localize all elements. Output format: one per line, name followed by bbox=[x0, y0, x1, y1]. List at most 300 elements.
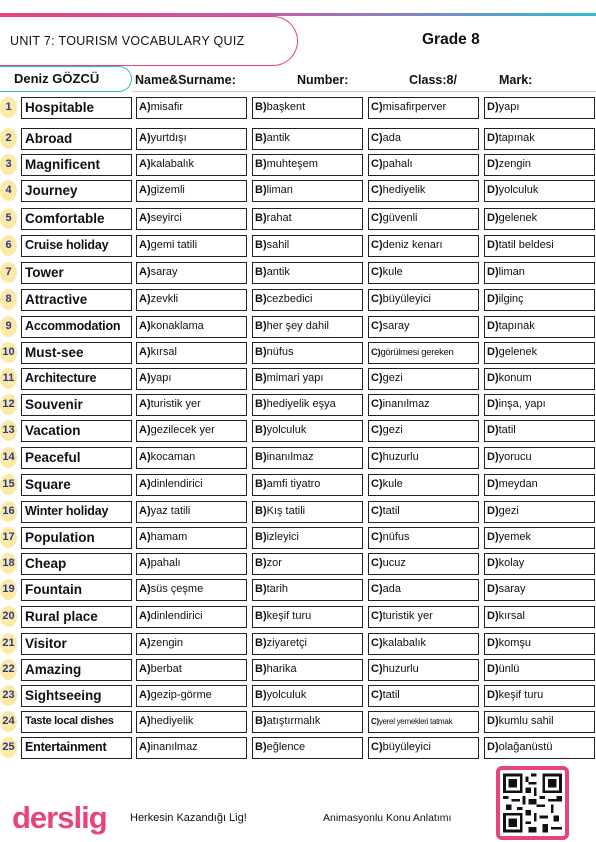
number-label: Number: bbox=[297, 73, 349, 87]
option-b[interactable] bbox=[252, 97, 363, 119]
option-text: atıştırmalık bbox=[266, 715, 321, 727]
option-text: inanılmaz bbox=[266, 451, 314, 463]
option-c[interactable] bbox=[368, 289, 479, 311]
option-letter: D) bbox=[487, 583, 499, 595]
option-text: ünlü bbox=[498, 663, 520, 675]
option-text: saray bbox=[150, 266, 178, 278]
option-d[interactable] bbox=[484, 208, 595, 230]
derslig-logo: derslig bbox=[12, 800, 107, 835]
option-letter: A) bbox=[139, 689, 151, 701]
option-d[interactable] bbox=[484, 154, 595, 176]
option-letter: A) bbox=[139, 239, 151, 251]
option-letter: A) bbox=[139, 478, 151, 490]
question-number-badge: 11 bbox=[0, 368, 17, 389]
question-number-badge: 16 bbox=[0, 501, 17, 522]
option-letter: D) bbox=[487, 689, 499, 701]
option-b[interactable] bbox=[252, 180, 363, 202]
option-d[interactable] bbox=[484, 342, 595, 364]
option-letter: D) bbox=[487, 610, 499, 622]
option-letter: C) bbox=[371, 158, 383, 170]
option-c[interactable] bbox=[368, 633, 479, 655]
option-d[interactable] bbox=[484, 501, 595, 523]
option-c[interactable] bbox=[368, 128, 479, 150]
author-tag bbox=[0, 66, 132, 92]
footer-tagline: Herkesin Kazandığı Lig! bbox=[130, 812, 247, 824]
option-b[interactable] bbox=[252, 685, 363, 707]
grade-label: Grade 8 bbox=[422, 31, 480, 48]
question-row bbox=[0, 289, 596, 311]
option-d[interactable] bbox=[484, 447, 595, 469]
option-d[interactable] bbox=[484, 659, 595, 681]
option-letter: C) bbox=[371, 451, 383, 463]
option-b[interactable] bbox=[252, 208, 363, 230]
option-text: tatil bbox=[498, 424, 516, 436]
option-a[interactable] bbox=[136, 447, 247, 469]
option-b[interactable] bbox=[252, 711, 363, 733]
option-letter: B) bbox=[255, 424, 267, 436]
option-a[interactable] bbox=[136, 128, 247, 150]
option-a[interactable] bbox=[136, 685, 247, 707]
option-letter: A) bbox=[139, 451, 151, 463]
option-c[interactable] bbox=[368, 208, 479, 230]
option-text: kırsal bbox=[150, 346, 177, 358]
question-number-badge: 14 bbox=[0, 447, 17, 468]
option-letter: D) bbox=[487, 101, 499, 113]
option-text: deniz kenarı bbox=[382, 239, 443, 251]
option-letter: D) bbox=[487, 398, 499, 410]
vocabulary-word: Abroad bbox=[21, 128, 132, 150]
vocabulary-word: Accommodation bbox=[21, 316, 132, 338]
option-a[interactable] bbox=[136, 420, 247, 442]
option-text: pahalı bbox=[382, 158, 413, 170]
option-d[interactable] bbox=[484, 553, 595, 575]
option-text: kumlu sahil bbox=[498, 715, 554, 727]
option-letter: A) bbox=[139, 293, 151, 305]
question-row bbox=[0, 737, 596, 759]
option-a[interactable] bbox=[136, 474, 247, 496]
option-text: misafir bbox=[150, 101, 183, 113]
option-c[interactable] bbox=[368, 474, 479, 496]
option-c[interactable] bbox=[368, 711, 479, 733]
option-b[interactable] bbox=[252, 474, 363, 496]
option-letter: D) bbox=[487, 184, 499, 196]
option-a[interactable] bbox=[136, 633, 247, 655]
option-c[interactable] bbox=[368, 447, 479, 469]
option-text: ada bbox=[382, 583, 401, 595]
question-row bbox=[0, 208, 596, 230]
option-letter: D) bbox=[487, 266, 499, 278]
option-text: ucuz bbox=[382, 557, 406, 569]
option-text: huzurlu bbox=[382, 663, 419, 675]
option-b[interactable] bbox=[252, 633, 363, 655]
option-a[interactable] bbox=[136, 606, 247, 628]
option-b[interactable] bbox=[252, 420, 363, 442]
question-row bbox=[0, 501, 596, 523]
option-d[interactable] bbox=[484, 235, 595, 257]
option-letter: A) bbox=[139, 505, 151, 517]
option-text: berbat bbox=[150, 663, 182, 675]
vocabulary-word: Tower bbox=[21, 262, 132, 284]
option-letter: B) bbox=[255, 689, 267, 701]
option-a[interactable] bbox=[136, 289, 247, 311]
option-letter: A) bbox=[139, 715, 151, 727]
option-letter: A) bbox=[139, 424, 151, 436]
option-text: gezip-görme bbox=[150, 689, 212, 701]
question-row bbox=[0, 128, 596, 150]
option-text: zengin bbox=[498, 158, 532, 170]
option-b[interactable] bbox=[252, 368, 363, 390]
question-number-badge: 10 bbox=[0, 342, 17, 363]
option-letter: B) bbox=[255, 663, 267, 675]
option-letter: C) bbox=[371, 101, 383, 113]
option-d[interactable] bbox=[484, 633, 595, 655]
option-letter: C) bbox=[371, 320, 383, 332]
option-a[interactable] bbox=[136, 394, 247, 416]
question-number-badge: 18 bbox=[0, 553, 17, 574]
option-a[interactable] bbox=[136, 262, 247, 284]
option-text: turistik yer bbox=[150, 398, 201, 410]
option-letter: C) bbox=[371, 610, 383, 622]
question-number-badge: 2 bbox=[0, 128, 17, 149]
option-text: meydan bbox=[498, 478, 538, 490]
option-text: konaklama bbox=[150, 320, 204, 332]
option-letter: A) bbox=[139, 158, 151, 170]
option-b[interactable] bbox=[252, 289, 363, 311]
class-label: Class:8/ bbox=[409, 73, 457, 87]
option-letter: B) bbox=[255, 398, 267, 410]
option-text: harika bbox=[266, 663, 297, 675]
question-number-badge: 17 bbox=[0, 527, 17, 548]
option-letter: C) bbox=[371, 212, 383, 224]
option-text: kocaman bbox=[150, 451, 196, 463]
option-d[interactable] bbox=[484, 420, 595, 442]
option-b[interactable] bbox=[252, 235, 363, 257]
question-number-badge: 4 bbox=[0, 180, 17, 201]
option-letter: B) bbox=[255, 557, 267, 569]
vocabulary-word: Square bbox=[21, 474, 132, 496]
option-letter: A) bbox=[139, 320, 151, 332]
option-letter: D) bbox=[487, 132, 499, 144]
option-letter: B) bbox=[255, 239, 267, 251]
option-letter: B) bbox=[255, 158, 267, 170]
option-text: kule bbox=[382, 478, 403, 490]
option-letter: B) bbox=[255, 101, 267, 113]
option-c[interactable] bbox=[368, 394, 479, 416]
option-letter: B) bbox=[255, 212, 267, 224]
option-d[interactable] bbox=[484, 316, 595, 338]
option-letter: C) bbox=[371, 398, 383, 410]
option-c[interactable] bbox=[368, 553, 479, 575]
option-b[interactable] bbox=[252, 316, 363, 338]
option-letter: C) bbox=[371, 372, 383, 384]
option-letter: B) bbox=[255, 583, 267, 595]
option-a[interactable] bbox=[136, 659, 247, 681]
option-letter: D) bbox=[487, 478, 499, 490]
option-letter: C) bbox=[371, 637, 383, 649]
option-a[interactable] bbox=[136, 711, 247, 733]
option-letter: B) bbox=[255, 610, 267, 622]
question-number-badge: 20 bbox=[0, 606, 17, 627]
option-text: sahil bbox=[266, 239, 290, 251]
option-b[interactable] bbox=[252, 262, 363, 284]
option-a[interactable] bbox=[136, 180, 247, 202]
option-b[interactable] bbox=[252, 606, 363, 628]
option-a[interactable] bbox=[136, 97, 247, 119]
option-text: yurtdışı bbox=[150, 132, 187, 144]
option-letter: D) bbox=[487, 293, 499, 305]
option-text: seyirci bbox=[150, 212, 182, 224]
option-text: tapınak bbox=[498, 132, 535, 144]
option-text: büyüleyici bbox=[382, 293, 431, 305]
option-c[interactable] bbox=[368, 235, 479, 257]
option-d[interactable] bbox=[484, 368, 595, 390]
option-d[interactable] bbox=[484, 394, 595, 416]
vocabulary-word: Sightseeing bbox=[21, 685, 132, 707]
option-letter: D) bbox=[487, 451, 499, 463]
option-letter: D) bbox=[487, 531, 499, 543]
option-text: zevkli bbox=[150, 293, 179, 305]
option-text: tarih bbox=[266, 583, 289, 595]
vocabulary-word: Must-see bbox=[21, 342, 132, 364]
option-text: huzurlu bbox=[382, 451, 419, 463]
option-text: cezbedici bbox=[266, 293, 313, 305]
option-a[interactable] bbox=[136, 737, 247, 759]
vocabulary-word: Visitor bbox=[21, 633, 132, 655]
option-text: yolculuk bbox=[266, 689, 307, 701]
option-letter: B) bbox=[255, 132, 267, 144]
option-a[interactable] bbox=[136, 553, 247, 575]
option-c[interactable] bbox=[368, 154, 479, 176]
option-c[interactable] bbox=[368, 737, 479, 759]
question-number-badge: 21 bbox=[0, 633, 17, 654]
option-a[interactable] bbox=[136, 235, 247, 257]
option-letter: C) bbox=[371, 184, 383, 196]
option-b[interactable] bbox=[252, 128, 363, 150]
mark-label: Mark: bbox=[499, 73, 533, 87]
option-letter: C) bbox=[371, 531, 383, 543]
option-letter: D) bbox=[487, 320, 499, 332]
option-text: kule bbox=[382, 266, 403, 278]
option-text: gezilecek yer bbox=[150, 424, 215, 436]
option-text: hamam bbox=[150, 531, 188, 543]
option-text: kalabalık bbox=[382, 637, 427, 649]
vocabulary-word: Architecture bbox=[21, 368, 132, 390]
option-text: yemek bbox=[498, 531, 532, 543]
option-text: pahalı bbox=[150, 557, 181, 569]
option-text: görülmesi gereken bbox=[380, 347, 454, 358]
qr-code-icon[interactable] bbox=[496, 766, 569, 840]
vocabulary-word: Taste local dishes bbox=[21, 711, 132, 733]
vocabulary-word: Cheap bbox=[21, 553, 132, 575]
option-c[interactable] bbox=[368, 501, 479, 523]
question-number-badge: 24 bbox=[0, 711, 17, 732]
option-c[interactable] bbox=[368, 420, 479, 442]
option-letter: C) bbox=[371, 266, 383, 278]
option-c[interactable] bbox=[368, 262, 479, 284]
question-number-badge: 22 bbox=[0, 659, 17, 680]
option-b[interactable] bbox=[252, 447, 363, 469]
question-number-badge: 9 bbox=[0, 316, 17, 337]
option-d[interactable] bbox=[484, 289, 595, 311]
option-c[interactable] bbox=[368, 180, 479, 202]
option-letter: A) bbox=[139, 398, 151, 410]
author-name: Deniz GÖZCÜ bbox=[14, 71, 100, 86]
option-c[interactable] bbox=[368, 527, 479, 549]
option-c[interactable] bbox=[368, 342, 479, 364]
option-text: gelenek bbox=[498, 212, 538, 224]
option-text: eğlence bbox=[266, 741, 306, 753]
option-letter: D) bbox=[487, 158, 499, 170]
option-text: saray bbox=[498, 583, 526, 595]
option-c[interactable] bbox=[368, 579, 479, 601]
option-text: yapı bbox=[498, 101, 520, 113]
question-number-badge: 23 bbox=[0, 685, 17, 706]
option-text: yapı bbox=[150, 372, 172, 384]
question-row bbox=[0, 180, 596, 202]
option-a[interactable] bbox=[136, 316, 247, 338]
footer-right-text: Animasyonlu Konu Anlatımı bbox=[323, 812, 452, 824]
option-letter: B) bbox=[255, 346, 267, 358]
option-c[interactable] bbox=[368, 316, 479, 338]
option-b[interactable] bbox=[252, 579, 363, 601]
vocabulary-word: Vacation bbox=[21, 420, 132, 442]
option-c[interactable] bbox=[368, 685, 479, 707]
option-text: nüfus bbox=[266, 346, 294, 358]
option-letter: D) bbox=[487, 372, 499, 384]
option-text: her şey dahil bbox=[266, 320, 329, 332]
option-a[interactable] bbox=[136, 208, 247, 230]
option-a[interactable] bbox=[136, 501, 247, 523]
option-text: saray bbox=[382, 320, 410, 332]
option-b[interactable] bbox=[252, 501, 363, 523]
option-text: hediyelik eşya bbox=[266, 398, 336, 410]
option-b[interactable] bbox=[252, 527, 363, 549]
option-d[interactable] bbox=[484, 262, 595, 284]
option-d[interactable] bbox=[484, 180, 595, 202]
option-a[interactable] bbox=[136, 368, 247, 390]
question-number-badge: 13 bbox=[0, 420, 17, 441]
option-d[interactable] bbox=[484, 737, 595, 759]
option-c[interactable] bbox=[368, 368, 479, 390]
option-text: tatil beldesi bbox=[498, 239, 554, 251]
option-text: misafirperver bbox=[382, 101, 447, 113]
option-text: yorucu bbox=[498, 451, 532, 463]
option-text: yolculuk bbox=[498, 184, 539, 196]
vocabulary-word: Magnificent bbox=[21, 154, 132, 176]
option-b[interactable] bbox=[252, 154, 363, 176]
option-d[interactable] bbox=[484, 128, 595, 150]
option-text: Kış tatili bbox=[266, 505, 306, 517]
option-text: dinlendirici bbox=[150, 610, 203, 622]
option-d[interactable] bbox=[484, 579, 595, 601]
option-text: liman bbox=[498, 266, 525, 278]
option-d[interactable] bbox=[484, 606, 595, 628]
option-text: yerel yemekleri tatmak bbox=[378, 717, 453, 726]
option-letter: D) bbox=[487, 505, 499, 517]
question-row bbox=[0, 711, 596, 733]
option-text: başkent bbox=[266, 101, 306, 113]
option-letter: A) bbox=[139, 266, 151, 278]
option-a[interactable] bbox=[136, 579, 247, 601]
option-a[interactable] bbox=[136, 154, 247, 176]
question-row bbox=[0, 420, 596, 442]
option-letter: B) bbox=[255, 531, 267, 543]
option-c[interactable] bbox=[368, 659, 479, 681]
vocabulary-word: Amazing bbox=[21, 659, 132, 681]
option-b[interactable] bbox=[252, 553, 363, 575]
option-text: amfi tiyatro bbox=[266, 478, 321, 490]
option-text: gezi bbox=[382, 424, 403, 436]
option-text: hediyelik bbox=[382, 184, 426, 196]
option-c[interactable] bbox=[368, 97, 479, 119]
option-letter: B) bbox=[255, 715, 267, 727]
option-letter: B) bbox=[255, 372, 267, 384]
option-text: kırsal bbox=[498, 610, 525, 622]
option-letter: B) bbox=[255, 637, 267, 649]
vocabulary-word: Attractive bbox=[21, 289, 132, 311]
question-number-badge: 19 bbox=[0, 579, 17, 600]
option-d[interactable] bbox=[484, 97, 595, 119]
question-number-badge: 15 bbox=[0, 474, 17, 495]
option-d[interactable] bbox=[484, 711, 595, 733]
header-divider bbox=[132, 91, 596, 92]
option-text: zor bbox=[266, 557, 282, 569]
option-letter: A) bbox=[139, 610, 151, 622]
option-letter: B) bbox=[255, 266, 267, 278]
option-b[interactable] bbox=[252, 659, 363, 681]
name-surname-label: Name&Surname: bbox=[135, 73, 236, 87]
option-text: kalabalık bbox=[150, 158, 195, 170]
option-text: nüfus bbox=[382, 531, 410, 543]
vocabulary-word: Peaceful bbox=[21, 447, 132, 469]
option-text: süs çeşme bbox=[150, 583, 204, 595]
option-letter: C) bbox=[371, 347, 381, 358]
option-letter: D) bbox=[487, 346, 499, 358]
option-text: dinlendirici bbox=[150, 478, 203, 490]
option-text: antik bbox=[266, 266, 290, 278]
option-b[interactable] bbox=[252, 737, 363, 759]
option-c[interactable] bbox=[368, 606, 479, 628]
question-row bbox=[0, 154, 596, 176]
option-text: büyüleyici bbox=[382, 741, 431, 753]
question-number-badge: 25 bbox=[0, 737, 17, 758]
option-text: inanılmaz bbox=[150, 741, 198, 753]
question-number-badge: 12 bbox=[0, 394, 17, 415]
question-row bbox=[0, 474, 596, 496]
quiz-title: UNIT 7: TOURISM VOCABULARY QUIZ bbox=[10, 34, 245, 48]
option-d[interactable] bbox=[484, 474, 595, 496]
option-letter: C) bbox=[371, 132, 383, 144]
question-number-badge: 3 bbox=[0, 154, 17, 175]
vocabulary-word: Hospitable bbox=[21, 97, 132, 119]
question-number-badge: 7 bbox=[0, 262, 17, 283]
option-letter: B) bbox=[255, 505, 267, 517]
option-b[interactable] bbox=[252, 342, 363, 364]
option-d[interactable] bbox=[484, 685, 595, 707]
option-b[interactable] bbox=[252, 394, 363, 416]
option-text: keşif turu bbox=[266, 610, 312, 622]
option-d[interactable] bbox=[484, 527, 595, 549]
question-number-badge: 1 bbox=[0, 97, 17, 118]
option-a[interactable] bbox=[136, 342, 247, 364]
option-text: inanılmaz bbox=[382, 398, 430, 410]
vocabulary-word: Journey bbox=[21, 180, 132, 202]
option-text: kolay bbox=[498, 557, 525, 569]
option-a[interactable] bbox=[136, 527, 247, 549]
question-row bbox=[0, 553, 596, 575]
option-text: hediyelik bbox=[150, 715, 194, 727]
option-text: mimari yapı bbox=[266, 372, 324, 384]
